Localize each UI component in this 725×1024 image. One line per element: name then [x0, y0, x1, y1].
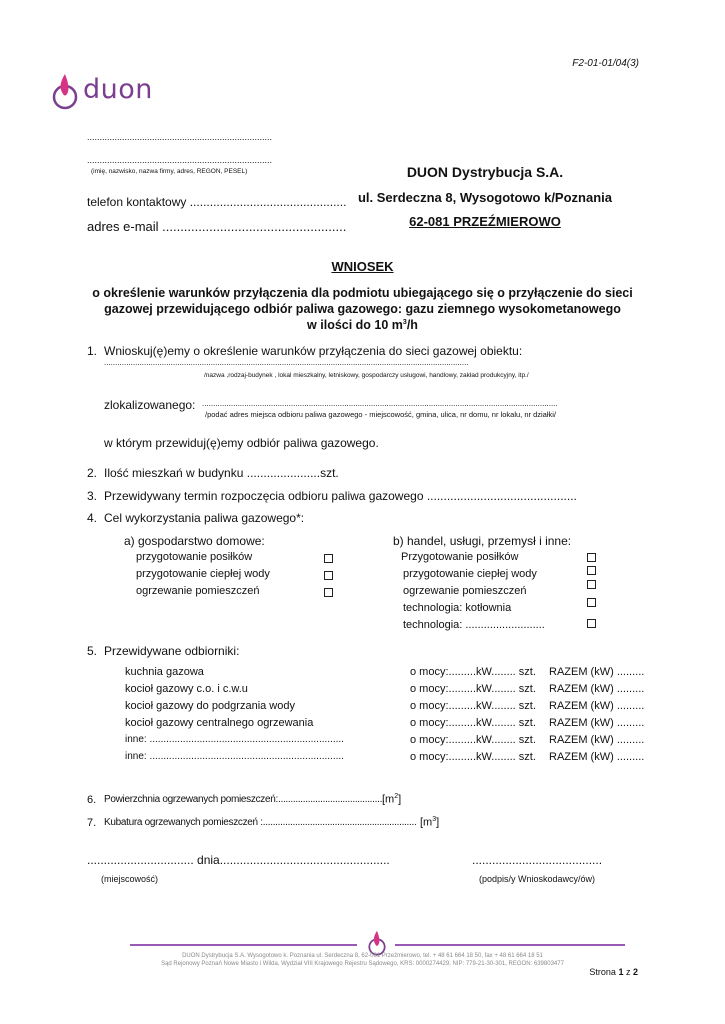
flame-icon: [50, 70, 80, 110]
applicant-caption: (imię, nazwisko, nazwa firmy, adres, REGON, PESEL): [91, 168, 248, 175]
item-4-text: Cel wykorzystania paliwa gazowego*:: [104, 511, 305, 525]
item-1-expected: w którym przewiduj(ę)emy odbiór paliwa gazowego.: [104, 436, 379, 450]
recipient-name: DUON Dystrybucja S.A.: [406, 164, 564, 180]
checkbox-b-heating[interactable]: [587, 580, 596, 589]
option-b-heating-label: ogrzewanie pomieszczeń: [403, 585, 527, 597]
checkbox-a-hot-water[interactable]: [324, 571, 333, 580]
device-name[interactable]: inne: ......................................................................: [125, 734, 344, 745]
option-a-meals-label: przygotowanie posiłków: [136, 551, 253, 563]
device-power[interactable]: o mocy:.........kW........ szt.: [410, 751, 536, 763]
item-6-text[interactable]: Powierzchnia ogrzewanych pomieszczeń:...........................................: [104, 794, 385, 805]
item-7-unit: $[m^3]$: [420, 816, 440, 829]
checkbox-b-meals[interactable]: [587, 553, 596, 562]
place-caption: (miejscowość): [101, 874, 159, 884]
doc-code: F2-01-01/04(3): [572, 58, 639, 69]
logo-text: duon: [83, 74, 153, 105]
option-b-technology-label: technologia: ..........................: [403, 619, 545, 631]
item-1-text: Wnioskuj(ę)emy o określenie warunków przyłączenia do sieci gazowej obiektu:: [104, 344, 523, 358]
form-title: WNIOSEK: [331, 259, 394, 274]
item-1-caption-2: /podać adres miejsca odbioru paliwa gazowego - miejscowość, gmina, ulica, nr domu, nr lokalu, nr działki/: [205, 410, 556, 419]
option-b-hot-water-label: przygotowanie ciepłej wody: [403, 568, 537, 580]
place-date-field[interactable]: ................................ dnia...................................................: [87, 853, 390, 867]
item-7-number: 7.: [87, 817, 97, 829]
item-2-text[interactable]: Ilość mieszkań w budynku ......................szt.: [104, 466, 339, 480]
device-power[interactable]: o mocy:.........kW........ szt.: [410, 683, 536, 695]
option-a-heating-label: ogrzewanie pomieszczeń: [136, 585, 260, 597]
device-total[interactable]: RAZEM (kW) .........: [549, 683, 645, 695]
item-1-located-label: zlokalizowanego:: [104, 398, 196, 412]
device-total[interactable]: RAZEM (kW) .........: [549, 700, 645, 712]
device-total[interactable]: RAZEM (kW) .........: [549, 734, 645, 746]
item-2-number: 2.: [87, 466, 98, 480]
device-total[interactable]: RAZEM (kW) .........: [549, 666, 645, 678]
footer-divider-left: [130, 944, 357, 946]
email-field[interactable]: adres e-mail ...................................................: [87, 219, 347, 234]
section-b-title: b) handel, usługi, przemysł i inne:: [393, 534, 572, 548]
footer-divider-right: [395, 944, 625, 946]
device-name: kocioł gazowy centralnego ogrzewania: [125, 717, 314, 729]
checkbox-b-boiler[interactable]: [587, 598, 596, 607]
item-5-number: 5.: [87, 644, 98, 658]
device-name: kocioł gazowy do podgrzania wody: [125, 700, 295, 712]
phone-field[interactable]: telefon kontaktowy ...............................................: [87, 195, 347, 209]
item-5-text: Przewidywane odbiorniki:: [104, 644, 240, 658]
device-power[interactable]: o mocy:.........kW........ szt.: [410, 666, 536, 678]
recipient-street: ul. Serdeczna 8, Wysogotowo k/Poznania: [357, 190, 613, 205]
checkbox-a-heating[interactable]: [324, 588, 333, 597]
page-indicator: Strona 1 z 2: [589, 967, 638, 977]
recipient-city: 62-081 PRZEŹMIEROWO: [409, 214, 561, 229]
option-a-hot-water-label: przygotowanie ciepłej wody: [136, 568, 270, 580]
applicant-dots-2: ..........................................................................: [87, 155, 273, 165]
item-3-text[interactable]: Przewidywany termin rozpoczęcia odbioru paliwa gazowego .............................................: [104, 489, 577, 503]
footer-line-1: DUON Dystrybucja S.A. Wysogotowo k. Poznania ul. Serdeczna 8, 62-081 Przeźmierowo, tel. + 48 61 664 18 50, fax + 48 61 664 18 51: [182, 953, 543, 959]
device-power[interactable]: o mocy:.........kW........ szt.: [410, 734, 536, 746]
device-power[interactable]: o mocy:.........kW........ szt.: [410, 717, 536, 729]
item-6-number: 6.: [87, 794, 97, 806]
footer-flame-icon: [366, 928, 388, 956]
subtitle-line-1: o określenie warunków przyłączenia dla podmiotu ubiegającego się o przyłączenie do sieci: [92, 286, 633, 300]
option-b-boiler-label: technologia: kotłownia: [403, 602, 512, 614]
device-name: kuchnia gazowa: [125, 666, 204, 678]
item-1-located-field[interactable]: ................................................................................................................................................................: [202, 399, 558, 408]
option-b-meals-label: Przygotowanie posiłków: [401, 551, 519, 563]
checkbox-a-meals[interactable]: [324, 554, 333, 563]
subtitle-line-3: w ilości do 10 $m^3/h$: [307, 318, 418, 332]
device-total[interactable]: RAZEM (kW) .........: [549, 717, 645, 729]
checkbox-b-technology[interactable]: [587, 619, 596, 628]
item-7-text[interactable]: Kubatura ogrzewanych pomieszczeń :..............................................................: [104, 817, 417, 828]
section-a-title: a) gospodarstwo domowe:: [124, 534, 265, 548]
footer-line-2: Sąd Rejonowy Poznań Nowe Miasto i Wilda, Wydział VIII Krajowego Rejestru Sądowego, KRS: 0000274429, NIP: 779-21-30-301, REGON: 639803477: [161, 961, 564, 967]
checkbox-b-hot-water[interactable]: [587, 566, 596, 575]
applicant-dots-1: ..........................................................................: [87, 132, 273, 142]
device-name[interactable]: inne: ......................................................................: [125, 751, 344, 762]
subtitle-line-2: gazowej przewidującego odbiór paliwa gazowego: gazu ziemnego wysokometanowego: [104, 302, 621, 316]
signature-field[interactable]: .......................................: [472, 853, 603, 867]
device-power[interactable]: o mocy:.........kW........ szt.: [410, 700, 536, 712]
item-1-number: 1.: [87, 344, 98, 358]
item-1-caption-1: /nazwa ,rodzaj-budynek , lokal mieszkalny, letniskowy, gospodarczy usługowi, handlowy, zakład produkcyjny, itp./: [204, 372, 529, 379]
item-1-object-field[interactable]: ....................................................................................................................................................................: [104, 358, 469, 367]
item-3-number: 3.: [87, 489, 98, 503]
item-4-number: 4.: [87, 511, 98, 525]
device-name: kocioł gazowy c.o. i c.w.u: [125, 683, 248, 695]
signature-caption: (podpis/y Wnioskodawcy/ów): [479, 874, 596, 884]
item-6-unit: $[m^2]$: [382, 793, 402, 806]
device-total[interactable]: RAZEM (kW) .........: [549, 751, 645, 763]
